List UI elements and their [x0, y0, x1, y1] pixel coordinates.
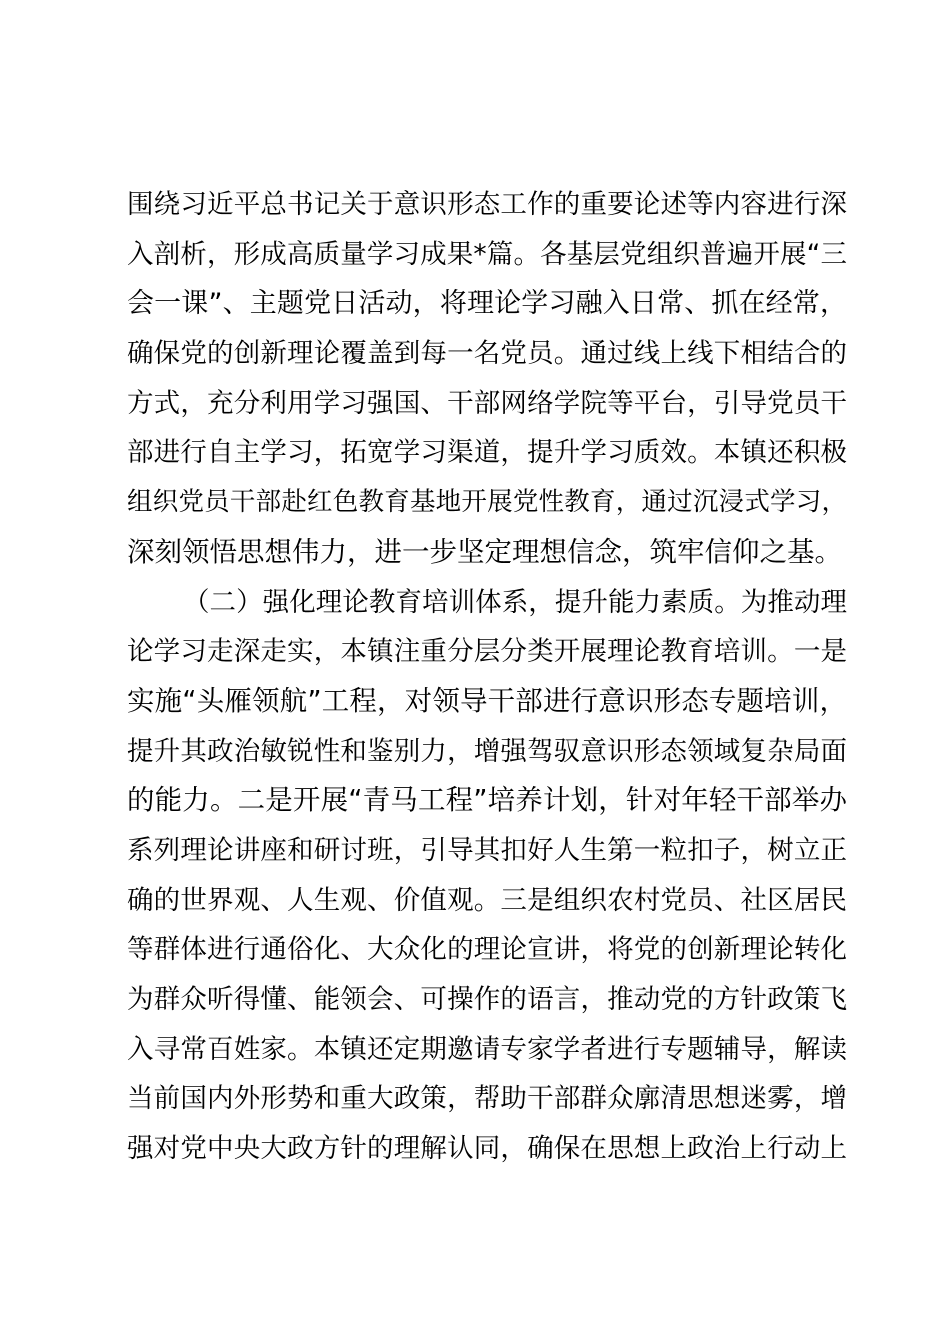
- text-line: 为群众听得懂、能领会、可操作的语言，推动党的方针政策飞: [127, 984, 847, 1015]
- text-line: 实施“头雁领航”工程，对领导干部进行意识形态专题培训，: [127, 684, 847, 717]
- text-line: 确保党的创新理论覆盖到每一名党员。通过线上线下相结合的: [127, 338, 847, 370]
- text-line: 确的世界观、人生观、价值观。三是组织农村党员、社区居民: [127, 884, 847, 916]
- text-line: 提升其政治敏锐性和鉴别力，增强驾驭意识形态领域复杂局面: [127, 735, 847, 767]
- text-line: 的能力。二是开展“青马工程”培养计划，针对年轻干部举办: [127, 784, 847, 817]
- text-line: 入剖析，形成高质量学习成果*篇。各基层党组织普遍开展“三: [127, 238, 847, 270]
- text-line: 入寻常百姓家。本镇还定期邀请专家学者进行专题辅导，解读: [127, 1033, 847, 1065]
- text-line: 系列理论讲座和研讨班，引导其扣好人生第一粒扣子，树立正: [127, 834, 847, 866]
- body-text: [127, 180, 847, 1174]
- text-line: 组织党员干部赴红色教育基地开展党性教育，通过沉浸式学习，: [127, 487, 847, 518]
- text-line: 当前国内外形势和重大政策，帮助干部群众廓清思想迷雾，增: [127, 1083, 847, 1115]
- text-line: 会一课”、主题党日活动，将理论学习融入日常、抓在经常，: [127, 288, 847, 320]
- text-line: 部进行自主学习，拓宽学习渠道，提升学习质效。本镇还积极: [127, 437, 847, 469]
- text-line: 论学习走深走实，本镇注重分层分类开展理论教育培训。一是: [127, 636, 847, 668]
- section-heading-line: （二）强化理论教育培训体系，提升能力素质。为推动理: [183, 586, 847, 618]
- text-line: 围绕习近平总书记关于意识形态工作的重要论述等内容进行深: [127, 189, 847, 220]
- text-line: 方式，充分利用学习强国、干部网络学院等平台，引导党员干: [127, 387, 847, 419]
- text-line: 强对党中央大政方针的理解认同，确保在思想上政治上行动上: [127, 1133, 847, 1165]
- text-line: 等群体进行通俗化、大众化的理论宣讲，将党的创新理论转化: [127, 934, 847, 966]
- paragraph-end-line: 深刻领悟思想伟力，进一步坚定理想信念，筑牢信仰之基。: [127, 535, 842, 568]
